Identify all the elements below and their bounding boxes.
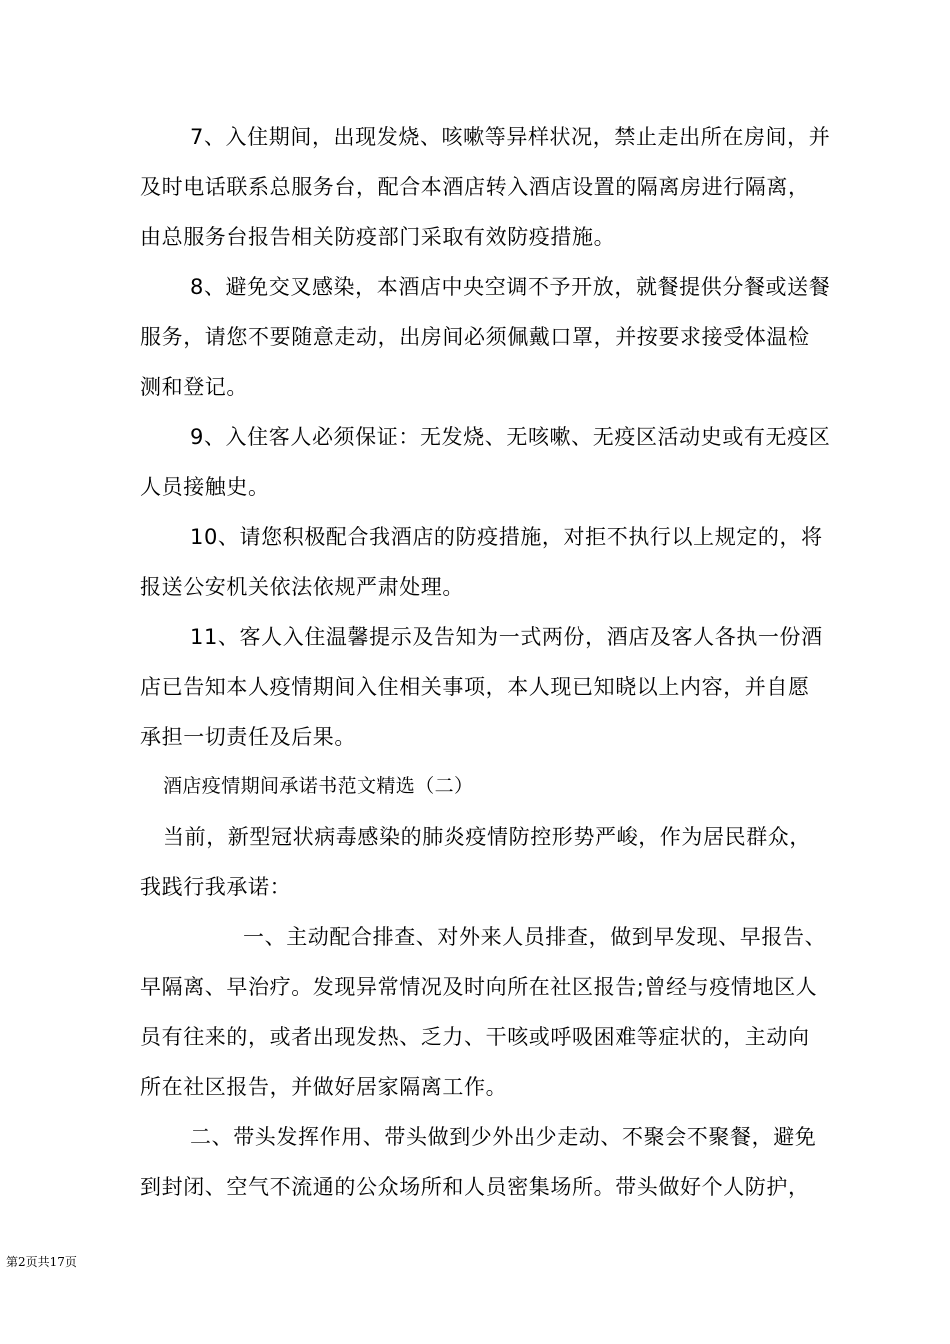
section-heading: 酒店疫情期间承诺书范文精选（二）	[163, 775, 474, 797]
text-line: 7、入住期间，出现发烧、咳嗽等异样状况，禁止走出所在房间，并	[190, 125, 831, 149]
text-line: 10、请您积极配合我酒店的防疫措施，对拒不执行以上规定的，将	[190, 525, 823, 549]
text-line: 人员接触史。	[140, 475, 270, 499]
text-line: 店已告知本人疫情期间入住相关事项，本人现已知晓以上内容，并自愿	[140, 675, 810, 699]
text-line: 报送公安机关依法依规严肃处理。	[140, 575, 464, 599]
text-line: 及时电话联系总服务台，配合本酒店转入酒店设置的隔离房进行隔离，	[140, 175, 810, 199]
text-line: 测和登记。	[140, 375, 248, 399]
text-line: 到封闭、空气不流通的公众场所和人员密集场所。带头做好个人防护，	[140, 1175, 810, 1199]
text-line: 所在社区报告，并做好居家隔离工作。	[140, 1075, 508, 1099]
text-line: 承担一切责任及后果。	[140, 725, 356, 749]
text-line: 我践行我承诺：	[140, 875, 292, 899]
text-line: 服务，请您不要随意走动，出房间必须佩戴口罩，并按要求接受体温检	[140, 325, 810, 349]
text-line: 当前，新型冠状病毒感染的肺炎疫情防控形势严峻，作为居民群众，	[163, 825, 811, 849]
page-number: 第2页共17页	[6, 1255, 77, 1269]
text-line: 由总服务台报告相关防疫部门采取有效防疫措施。	[140, 225, 616, 249]
text-line: 二、带头发挥作用、带头做到少外出少走动、不聚会不聚餐，避免	[190, 1125, 817, 1149]
text-line: 员有往来的，或者出现发热、乏力、干咳或呼吸困难等症状的，主动向	[140, 1025, 810, 1049]
text-line: 8、避免交叉感染，本酒店中央空调不予开放，就餐提供分餐或送餐	[190, 275, 831, 299]
text-line: 一、主动配合排查、对外来人员排查，做到早发现、早报告、	[243, 925, 827, 949]
text-line: 早隔离、早治疗。发现异常情况及时向所在社区报告;曾经与疫情地区人	[140, 975, 818, 999]
text-line: 9、入住客人必须保证：无发烧、无咳嗽、无疫区活动史或有无疫区	[190, 425, 831, 449]
text-line: 11、客人入住温馨提示及告知为一式两份，酒店及客人各执一份酒	[190, 625, 823, 649]
